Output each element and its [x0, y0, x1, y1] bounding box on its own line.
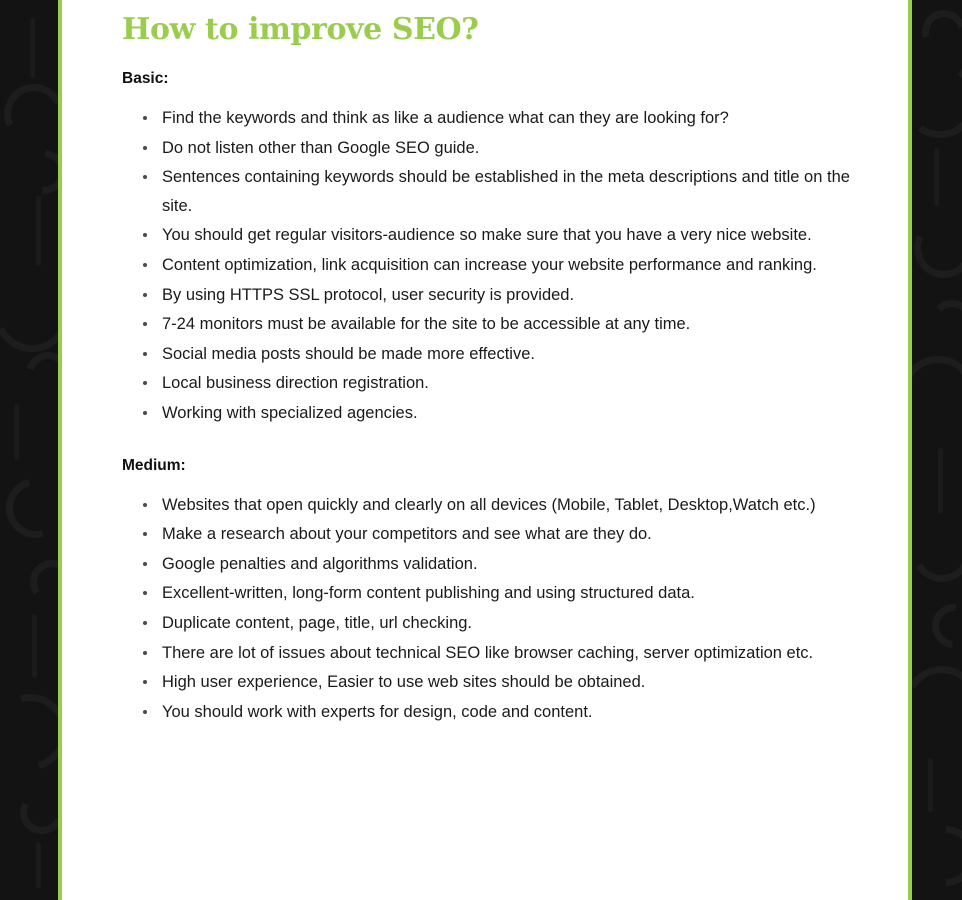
decorative-swirl-icon: [912, 347, 962, 440]
decorative-bar: [934, 148, 939, 206]
decorative-swirl-icon: [912, 814, 962, 899]
list-item: You should work with experts for design, code and content.: [162, 698, 868, 727]
decorative-swirl-icon: [914, 2, 962, 62]
section-spacer: [122, 429, 868, 439]
decorative-swirl-icon: [912, 210, 962, 287]
list-item: By using HTTPS SSL protocol, user security is provided.: [162, 281, 868, 310]
decorative-swirl-icon: [923, 595, 962, 657]
decorative-bar: [30, 18, 35, 78]
decorative-bar: [36, 196, 41, 266]
decorative-bar: [14, 404, 19, 460]
list-item: Make a research about your competitors and see what are they do.: [162, 520, 868, 549]
list-item: Content optimization, link acquisition can increase your website performance and ranking.: [162, 251, 868, 280]
decorative-swirl-icon: [13, 141, 58, 203]
decorative-bar: [36, 842, 41, 888]
decorative-swirl-icon: [930, 300, 962, 344]
list-item: You should get regular visitors-audience so make sure that you have a very nice website.: [162, 221, 868, 250]
list-item: Google penalties and algorithms validation.: [162, 550, 868, 579]
decorative-swirl-icon: [912, 657, 962, 750]
list-item: Websites that open quickly and clearly on all devices (Mobile, Tablet, Desktop,Watch etc.): [162, 491, 868, 520]
decorative-bar: [928, 758, 933, 812]
list-item: 7-24 monitors must be available for the site to be accessible at any time.: [162, 310, 868, 339]
page-title: How to improve SEO?: [122, 12, 479, 47]
bullet-list-medium: [122, 491, 868, 727]
list-item: Social media posts should be made more effective.: [162, 340, 868, 369]
decorative-swirl-icon: [14, 784, 58, 840]
background-pattern-right: [912, 0, 962, 900]
decorative-swirl-icon: [912, 56, 962, 144]
document-content: [122, 8, 868, 727]
decorative-swirl-icon: [0, 467, 58, 549]
section-heading-medium: Medium:: [122, 456, 186, 474]
decorative-swirl-icon: [912, 515, 962, 588]
document-sheet: [58, 0, 912, 900]
decorative-bar: [32, 614, 37, 678]
list-item: Do not listen other than Google SEO guide.: [162, 134, 868, 163]
list-item: Working with specialized agencies.: [162, 399, 868, 428]
section-heading-basic: Basic:: [122, 70, 169, 87]
bullet-list-basic: [122, 104, 868, 428]
decorative-swirl-icon: [0, 76, 58, 153]
list-item: Find the keywords and think as like a audience what can they are looking for?: [162, 104, 868, 133]
decorative-swirl-icon: [0, 265, 58, 362]
list-item: Duplicate content, page, title, url checking.: [162, 609, 868, 638]
decorative-bar: [938, 448, 943, 514]
background-pattern-left: [0, 0, 58, 900]
list-item: There are lot of issues about technical SEO like browser caching, server optimization etc.: [162, 639, 868, 668]
list-item: Local business direction registration.: [162, 369, 868, 398]
list-item: Excellent-written, long-form content publishing and using structured data.: [162, 579, 868, 608]
decorative-swirl-icon: [0, 680, 58, 784]
decorative-swirl-icon: [27, 557, 58, 608]
decorative-swirl-icon: [18, 344, 58, 404]
list-item: Sentences containing keywords should be established in the meta descriptions and title on the site.: [162, 163, 868, 220]
list-item: High user experience, Easier to use web sites should be obtained.: [162, 668, 868, 697]
